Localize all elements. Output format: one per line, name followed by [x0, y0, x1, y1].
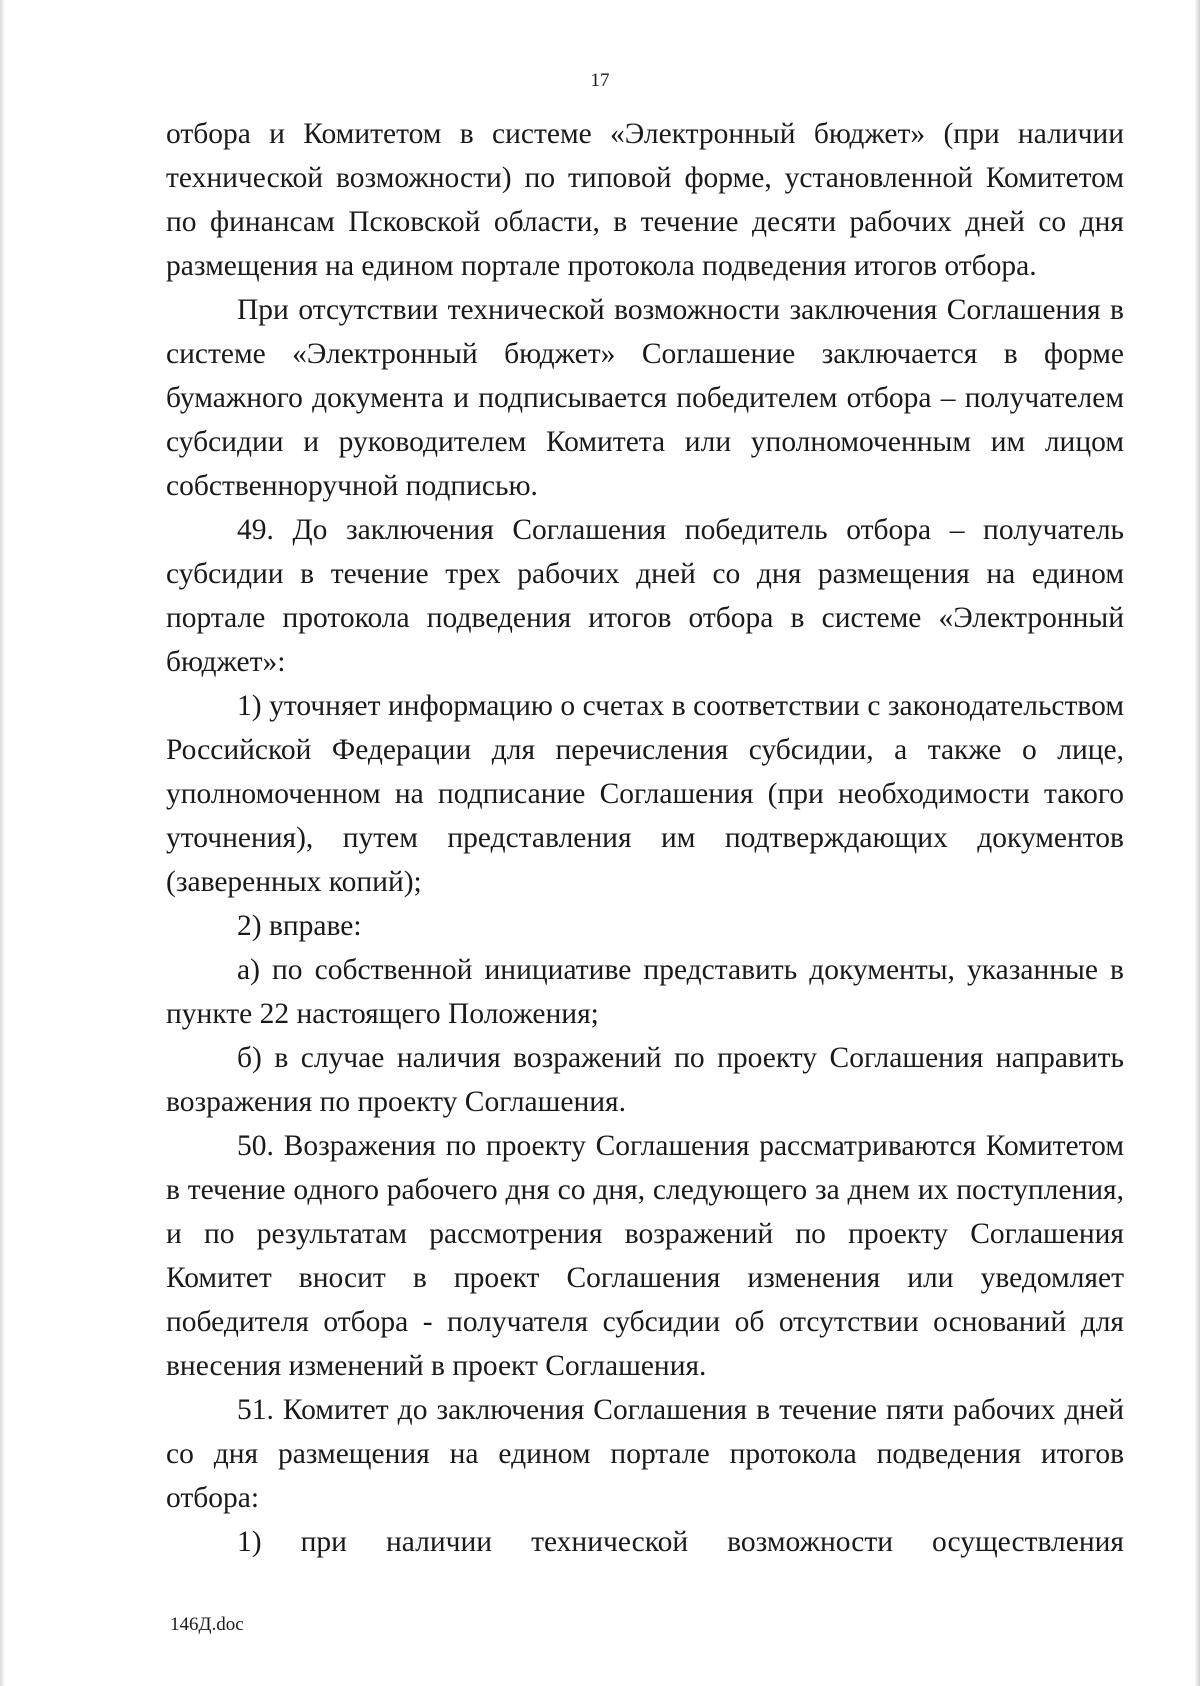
paragraph-subitem-2-entitled: 2) вправе: — [237, 910, 362, 942]
paragraph-no-technical-possibility: При отсутствии технической возможности заключения Соглашения в системе «Электронный бюджет» Соглашение заключается в форме бумажного документа и подписывается победителем отбора – получателем субсидии и руководителем Комитета или уполномоченным им лицом собственноручной подписью. — [166, 294, 1124, 502]
footer-filename: 146Д.doc — [170, 1614, 244, 1635]
paragraph-item-49: 49. До заключения Соглашения победитель отбора – получатель субсидии в течение трех рабочих дней со дня размещения на едином портале протокола подведения итогов отбора в системе «Электронный бюджет»: — [166, 514, 1124, 678]
paragraph-subitem-a: а) по собственной инициативе представить документы, указанные в пункте 22 настоящего Положения; — [166, 954, 1124, 1030]
paragraph-subitem-1-technical: 1) при наличии технической возможности осуществления — [237, 1526, 1124, 1558]
paragraph-continuation: отбора и Комитетом в системе «Электронный бюджет» (при наличии технической возможности) по типовой форме, установленной Комитетом по финансам Псковской области, в течение десяти рабочих дней со дня размещения на едином портале протокола подведения итогов отбора. — [166, 118, 1124, 282]
page-number: 17 — [590, 70, 610, 91]
scan-edge-right — [1194, 0, 1200, 1686]
document-body — [166, 112, 1124, 1564]
paragraph-subitem-1-clarifies: 1) уточняет информацию о счетах в соответствии с законодательством Российской Федерации для перечисления субсидии, а также о лице, уполномоченном на подписание Соглашения (при необходимости такого уточнения), путем представления им подтверждающих документов (заверенных копий); — [166, 690, 1124, 898]
paragraph-item-50: 50. Возражения по проекту Соглашения рассматриваются Комитетом в течение одного рабочего дня со дня, следующего за днем их поступления, и по результатам рассмотрения возражений по проекту Соглашения Комитет вносит в проект Соглашения изменения или уведомляет победителя отбора - получателя субсидии об отсутствии оснований для внесения изменений в проект Соглашения. — [166, 1130, 1124, 1382]
paragraph-item-51: 51. Комитет до заключения Соглашения в течение пяти рабочих дней со дня размещения на едином портале протокола подведения итогов отбора: — [166, 1394, 1124, 1514]
paragraph-subitem-b: б) в случае наличия возражений по проекту Соглашения направить возражения по проекту Соглашения. — [166, 1042, 1124, 1118]
scan-edge-left — [0, 0, 5, 1686]
